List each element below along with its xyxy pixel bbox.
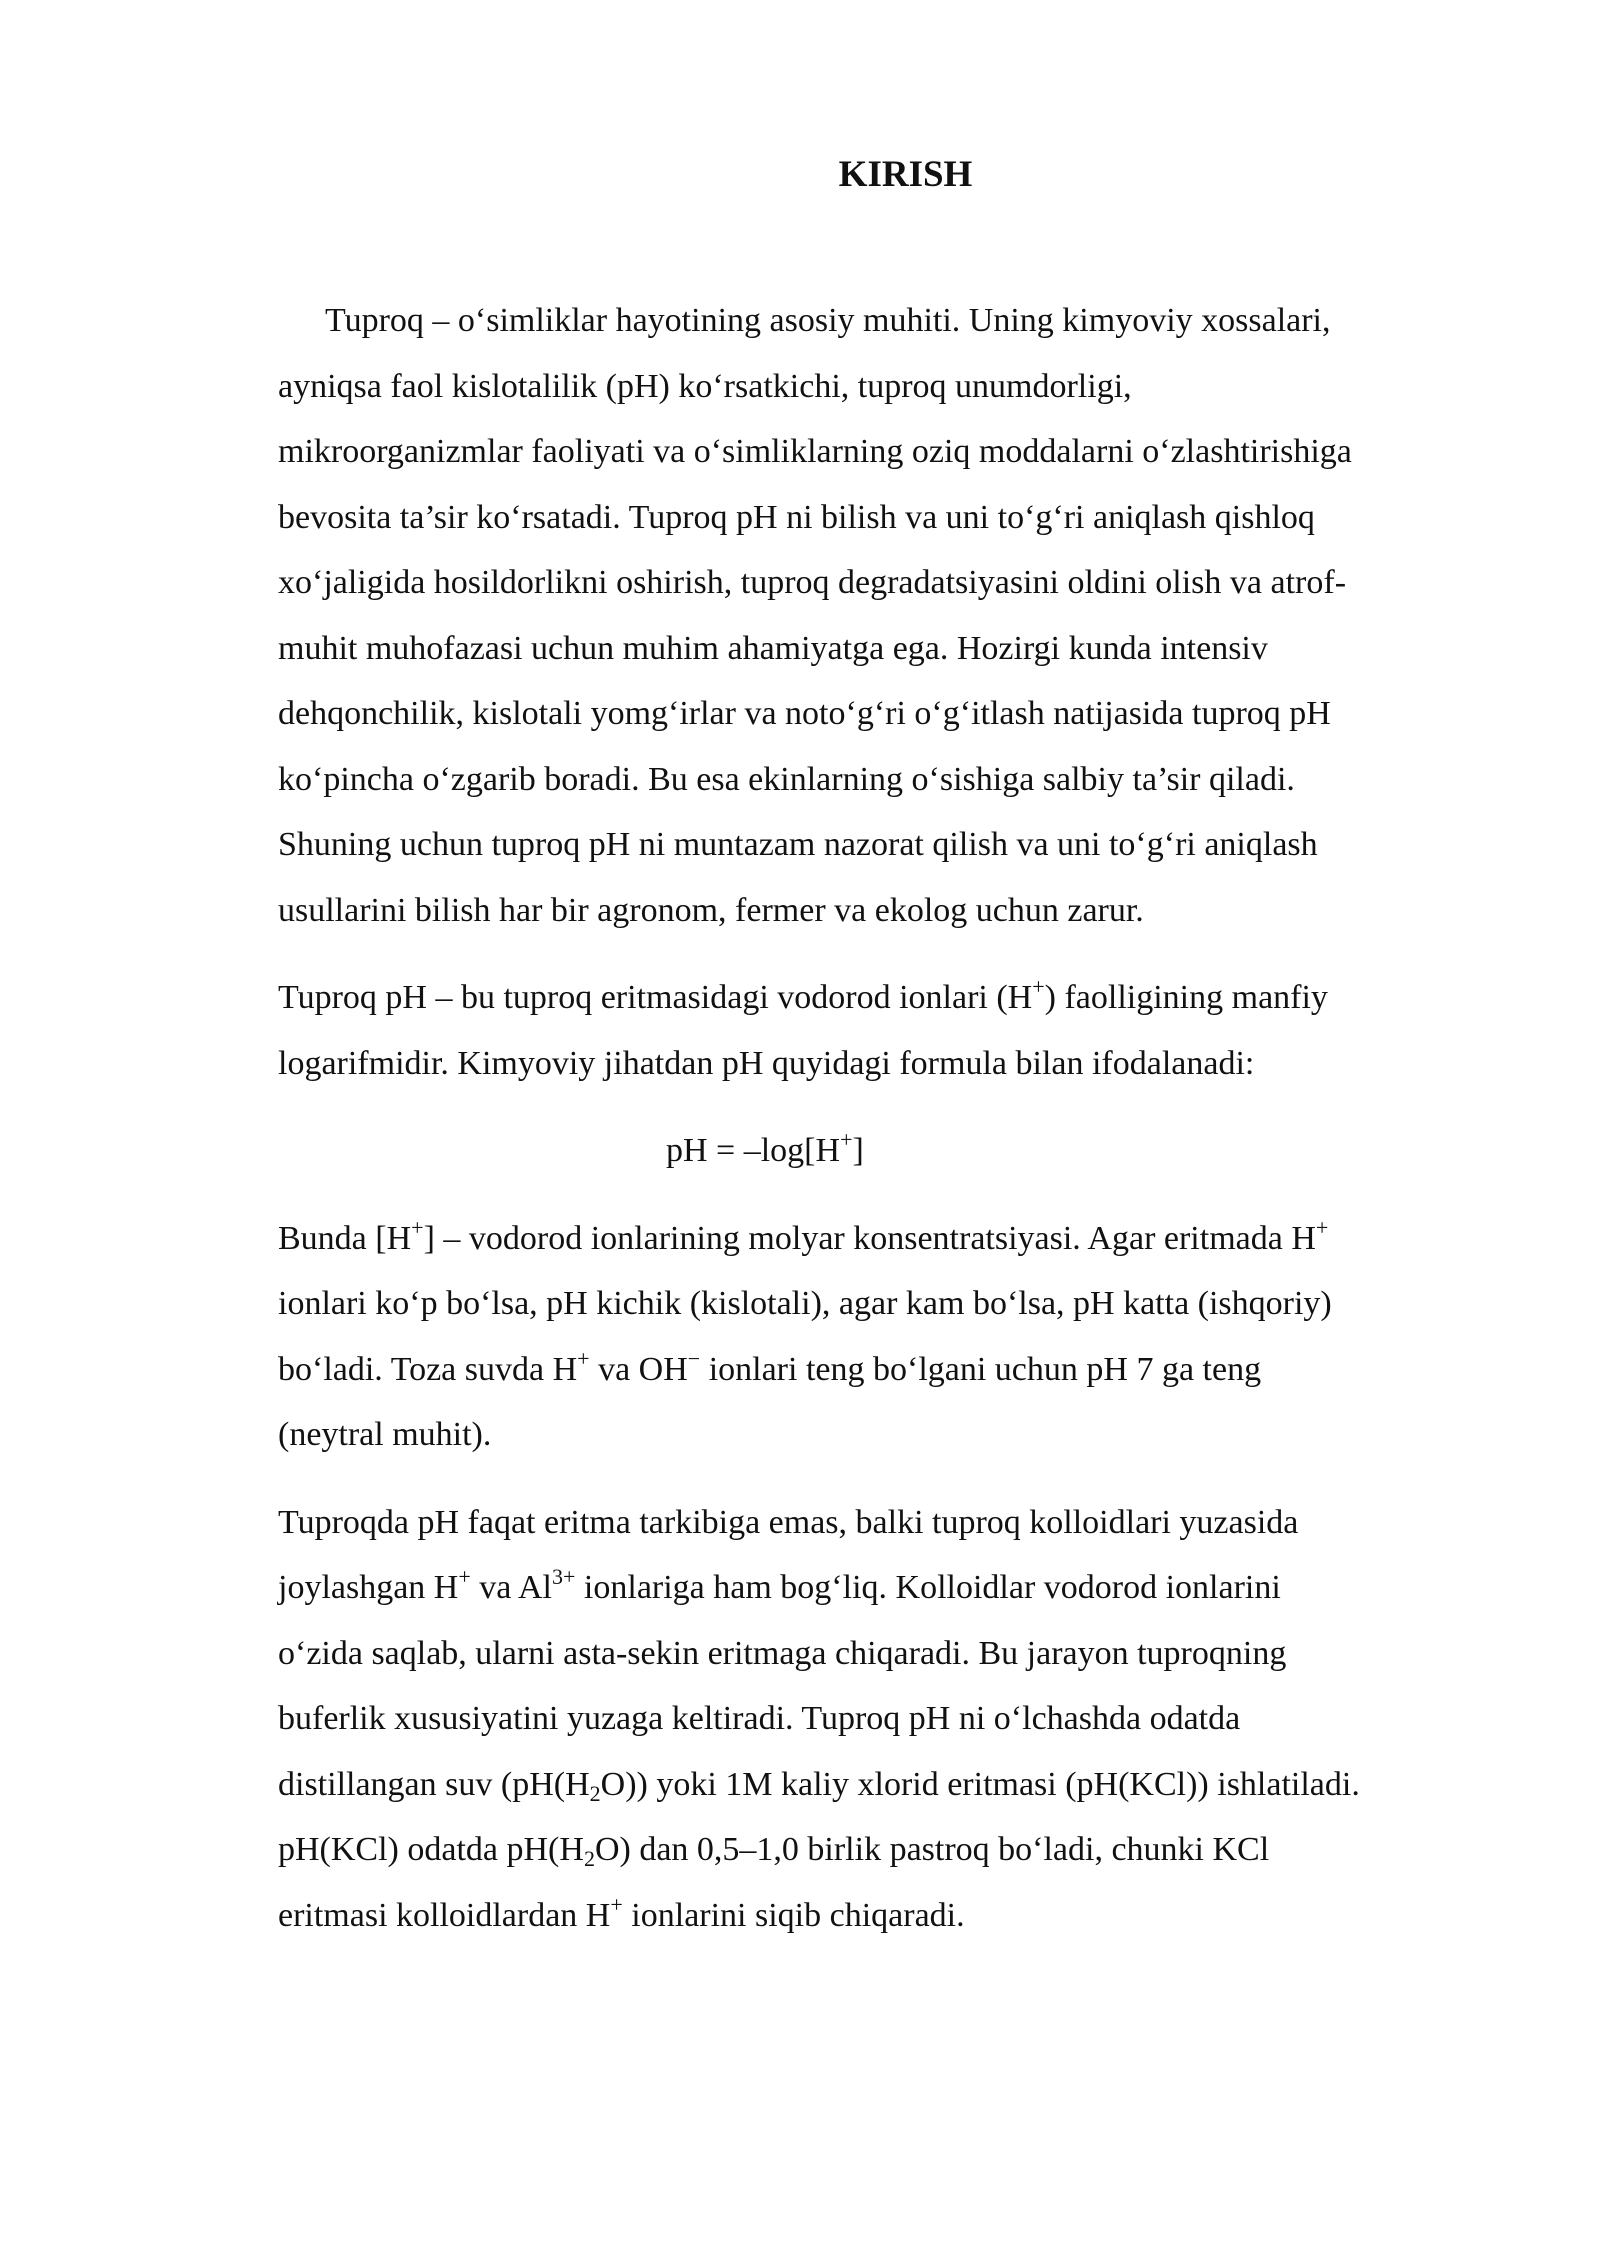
paragraph-explanation: [278, 1206, 1488, 1468]
formula-text: pH = –log[H: [666, 1132, 841, 1169]
text-line: (neytral muhit).: [278, 1416, 492, 1453]
text-line: logarifmidir. Kimyoviy jihatdan pH quyidagi formula bilan ifodalanadi:: [278, 1044, 1255, 1082]
text-line: buferlik xususiyatini yuzaga keltiradi. Tuproq pH ni o‘lchashda odatda: [278, 1700, 1241, 1737]
formula-ph: [278, 1118, 1488, 1184]
superscript: −: [687, 1345, 701, 1371]
text-run: Bunda [H: [278, 1219, 412, 1257]
text-line: o‘zida saqlab, ularni asta-sekin eritmaga chiqaradi. Bu jarayon tuproqning: [278, 1634, 1287, 1672]
text-line: Shuning uchun tuproq pH ni muntazam nazorat qilish va uni to‘g‘ri aniqlash: [278, 826, 1318, 863]
text-line: ayniqsa faol kislotalilik (pH) ko‘rsatkichi, tuproq unumdorligi,: [278, 367, 1132, 405]
page-title: KIRISH: [838, 154, 973, 195]
text-run: Tuproq pH – bu tuproq eritmasidagi vodorod ionlari (H: [278, 979, 1033, 1016]
text-run: pH(KCl) odatda pH(H: [278, 1831, 584, 1868]
text-line: mikroorganizmlar faoliyati va o‘simliklarning oziq moddalarni o‘zlashtirishiga: [278, 433, 1352, 470]
text-line: Tuproqda pH faqat eritma tarkibiga emas, balki tuproq kolloidlari yuzasida: [278, 1503, 1299, 1541]
text-run: ionlari teng bo‘lgani uchun pH 7 ga teng: [700, 1350, 1262, 1388]
subscript: 2: [583, 1846, 595, 1871]
text-line: usullarini bilish har bir agronom, fermer va ekolog uchun zarur.: [278, 891, 1144, 929]
paragraph-definition: [278, 965, 1488, 1096]
superscript: +: [411, 1214, 424, 1240]
text-run: distillangan suv (pH(H: [278, 1765, 590, 1803]
text-line: [278, 965, 1488, 1031]
text-run: ) faolligining manfiy: [1044, 979, 1328, 1016]
text-line: ionlari ko‘p bo‘lsa, pH kichik (kislotali), agar kam bo‘lsa, pH katta (ishqoriy): [278, 1285, 1332, 1322]
text-line: [278, 1337, 1488, 1403]
superscript: +: [1315, 1214, 1329, 1240]
text-line: dehqonchilik, kislotali yomg‘irlar va noto‘g‘ri o‘g‘itlash natijasida tuproq pH: [278, 695, 1331, 732]
text-line: [278, 1883, 1488, 1949]
paragraph-colloids: [278, 1490, 1488, 1949]
text-line: xo‘jaligida hosildorlikni oshirish, tuproq degradatsiyasini oldini olish va atrof-: [278, 564, 1347, 601]
superscript: +: [458, 1564, 471, 1589]
text-line: [278, 1752, 1488, 1818]
text-run: va OH: [589, 1350, 688, 1388]
text-line: [278, 1555, 1488, 1621]
text-run: O)) yoki 1M kaliy xlorid eritmasi (pH(KCl)) ishlatiladi.: [600, 1765, 1360, 1803]
text-line: muhit muhofazasi uchun muhim ahamiyatga ega. Hozirgi kunda intensiv: [278, 629, 1268, 667]
text-run: bo‘ladi. Toza suvda H: [278, 1350, 578, 1388]
text-line: [278, 1206, 1488, 1272]
paragraph-intro: [278, 288, 1488, 943]
superscript: +: [577, 1345, 590, 1371]
text-run: eritmasi kolloidlardan H: [278, 1896, 611, 1934]
text-run: va Al: [470, 1569, 552, 1606]
text-line: [278, 1817, 1488, 1883]
text-run: O) dan 0,5–1,0 birlik pastroq bo‘ladi, chunki KCl: [594, 1831, 1270, 1868]
superscript: +: [840, 1127, 853, 1152]
superscript: 3+: [552, 1564, 576, 1589]
text-run: ] – vodorod ionlarining molyar konsentratsiyasi. Agar eritmada H: [423, 1219, 1316, 1257]
text-run: ionlariga ham bog‘liq. Kolloidlar vodorod ionlarini: [575, 1569, 1281, 1606]
text-line: bevosita ta’sir ko‘rsatadi. Tuproq pH ni bilish va uni to‘g‘ri aniqlash qishloq: [278, 498, 1315, 536]
document-page: [278, 150, 1488, 1970]
text-line: ko‘pincha o‘zgarib boradi. Bu esa ekinlarning o‘sishiga salbiy ta’sir qiladi.: [278, 760, 1295, 798]
formula-text: ]: [852, 1132, 864, 1169]
text-run: joylashgan H: [278, 1569, 459, 1606]
superscript: +: [1032, 974, 1045, 999]
text-run: ionlarini siqib chiqaradi.: [622, 1896, 965, 1934]
text-line: Tuproq – o‘simliklar hayotining asosiy muhiti. Uning kimyoviy xossalari,: [325, 302, 1331, 339]
subscript: 2: [589, 1780, 601, 1806]
superscript: +: [610, 1891, 623, 1917]
